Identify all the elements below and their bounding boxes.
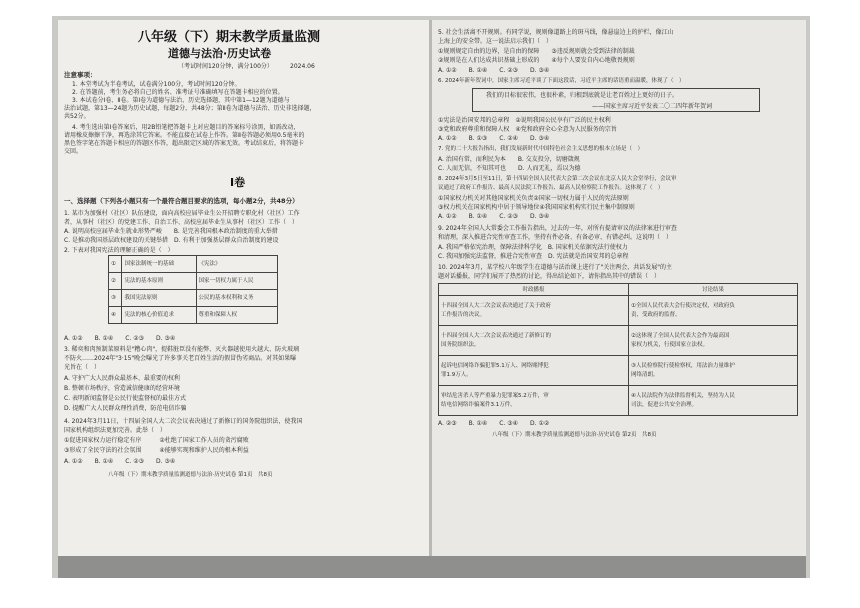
- cell-line: 罪1.9万人。: [441, 371, 472, 378]
- cell-line: 网络清朗。: [631, 371, 659, 378]
- notice-line: 法治试题，第13—24题为历史试题，每题2分，共48分；第Ⅱ卷为道德与法治、历史非选择题，: [64, 105, 316, 112]
- question-1-line: 者，从事村（社区）的党建工作、自治工作、高校应届毕业生从事村（社区）工作（ ）: [64, 219, 299, 226]
- question-7: 7. 党的二十大报告指出，我们发展新时代中国特色社会主义思想的根本立场是（ ）: [438, 146, 643, 152]
- question-4-line: 4. 2024年3月11日，十四届全国人大二次会议表决通过了新修订的国务院组织法，使我国: [64, 418, 303, 425]
- question-3-option: C. 表明新闻监督是公民行使监督权的最佳方式: [64, 395, 187, 402]
- table-cell: 尊重和保障人权: [196, 307, 278, 324]
- question-6-answers: A. ①② B. ①③ C. ②④ D. ③④: [438, 135, 550, 142]
- table-cell: [439, 326, 629, 356]
- table-cell: [629, 386, 798, 416]
- question-5-answers: A. ①② B. ①④ C. ②③ D. ③④: [438, 67, 550, 74]
- question-3-option: D. 提醒广大人民群众理性消费，防范电信诈骗: [64, 405, 187, 412]
- question-6-option: ①宪法是治国安邦的总章程 ②说明我国公民享有广泛的民主权利: [438, 117, 611, 124]
- table-row: [439, 296, 798, 326]
- question-3-option: A. 守护广大人民群众最基本、最重要的权利: [64, 375, 180, 382]
- question-9-line: 9. 2024年全国人大常委会工作报告指出，过去的一年，对所有提请审议的法律案进行审查: [438, 225, 677, 232]
- exam-title: 八年级（下）期末教学质量监测: [138, 30, 321, 45]
- desk-shadow: [58, 556, 806, 578]
- question-8-option: ③权力机关在国家机构中居于领导地位④我国国家机构实行民主集中制原则: [438, 204, 635, 211]
- cell-line: ②这体现了全国人民代表大会作为最高国: [631, 332, 730, 339]
- question-3-line: 不防火……2024年"3·15"晚会曝光了许多事关老百姓生活的假冒伪劣商品。对其如果曝: [64, 355, 297, 362]
- notice-line: 共52分。: [64, 113, 90, 120]
- constitution-table: [108, 255, 278, 324]
- discussion-table: [438, 283, 798, 416]
- question-4-line: 国家机构组织法更加完善。此举（ ）: [64, 427, 167, 434]
- quote-text: 我们的目标很宏伟，也很朴素，归根到底就是让老百姓过上更好的日子。: [486, 92, 679, 99]
- question-6-option: ③党和政府尊重和保障人权 ④党和政府全心全意为人民服务的宗旨: [438, 126, 617, 133]
- question-4-answers: A. ①② B. ①④ C. ②③ D. ③④: [64, 458, 176, 465]
- question-10-answers: A. ②③ B. ①④ C. ③④ D. ①②: [438, 420, 550, 427]
- volume-heading: Ⅰ卷: [230, 176, 246, 189]
- question-5-line: 上海上的安全带。这一说法启示我们（ ）: [438, 38, 553, 45]
- table-row: [109, 273, 278, 290]
- table-cell: 国家法制统一的基础: [122, 256, 196, 273]
- question-8-option: ①国家权力机关对其他国家机关负责②国家一切权力属于人民的宪法原则: [438, 195, 629, 202]
- table-row: [439, 356, 798, 386]
- question-1-line: 1. 某市为加强村（社区）队伍建设，面向高校应届毕业生公开招聘专职化村（社区）工作: [64, 210, 300, 217]
- question-5-option: ①规则规定自由的边界，是自由的保障 ③违反规则就会受到法律的制裁: [438, 48, 635, 55]
- quote-source: ——国家主席习近平发表二〇二四年新年贺词: [592, 103, 713, 110]
- table-cell: ④: [109, 307, 122, 324]
- table-cell: [629, 326, 798, 356]
- question-7-option: C. 人而无信，不知其可也 D. 人而无礼，焉以为德: [438, 165, 581, 172]
- question-2-options: A. ①② B. ①④ C. ②③ D. ③④: [64, 335, 176, 342]
- question-1-option: A. 说明高校应届毕业生就业形势严峻 B. 是完善我国根本政治制度的重大举措: [64, 228, 278, 235]
- cell-line: ①全国人民代表大会行使决定权，对政府负: [631, 302, 735, 309]
- question-5-option: ②规则是在人们达成共识基础上形成的 ④每个人要发自内心地敬畏规则: [438, 57, 635, 64]
- question-8-answers: A. ①② B. ①④ C. ②③ D. ③④: [438, 213, 550, 220]
- question-7-option: A. 治国有常，而利民为本 B. 交友投分，切磨箴规: [438, 156, 580, 163]
- question-9-line: 和清理，深入推进合宪性审查工作，坚持有件必备、有备必审、有错必纠。这说明（ ）: [438, 234, 673, 241]
- question-8-line: 议通过了政府工作报告、最高人民法院工作报告、最高人民检察院工作报告。这体现了（ ）: [438, 185, 664, 191]
- table-cell: [629, 296, 798, 326]
- table-cell: 公民的基本权利和义务: [196, 290, 278, 307]
- section-heading: 一、选择题（下列各小题只有一个最符合题目要求的选项，每小题2分，共48分）: [64, 197, 299, 205]
- notice-line: 黑色签字笔在答题卡相应的答题区作答，超出限定区域的答案无效。考试结束后，将答题卡: [64, 140, 305, 147]
- table-header: 讨论结果: [629, 284, 798, 296]
- page-footer: 八年级（下）期末教学质量监测道德与法治·历史试卷 第1页 共8页: [108, 472, 273, 478]
- question-6: 6. 2024年新年贺词中，国家主席习近平谈了下面这段话，习近平主席的话语重而温暖，体现了（ ）: [438, 78, 685, 84]
- notice-line: 1. 本堂考试为半卷考试，试卷满分100分，考试时间120分钟。: [72, 81, 241, 88]
- table-row: [439, 386, 798, 416]
- question-10-line: 题对话播报，同学们展开了热烈的讨论，得出结论如下，请你指出其中的错误（ ）: [438, 273, 661, 280]
- table-cell: [629, 356, 798, 386]
- cell-line: 十四届全国人大二次会议表决通过了关于政府: [441, 302, 552, 309]
- question-2: 2. 下表对我国宪法的理解正确的是（ ）: [64, 247, 174, 254]
- table-cell: [439, 296, 629, 326]
- notice-line: 3. 本试卷分Ⅰ卷、Ⅱ卷。第Ⅰ卷为道德与法治、历史选择题，其中第1—12题为道德与: [72, 97, 290, 104]
- cell-line: ③人民检察院行使检察权，用法治力量维护: [631, 362, 735, 369]
- question-5-line: 5. 社会生活离不开规则。有同学说，规则像道路上的斑马线，像悬崖边上的护栏，像江山: [438, 29, 674, 36]
- table-cell: 《宪法》: [196, 256, 278, 273]
- question-1-option: C. 是推动我国基层政权建设的关键举措 D. 有利于加强基层群众自治制度的建设: [64, 237, 279, 244]
- notice-line: 4. 考生选出第Ⅰ卷答案后，用2B铅笔把答题卡上对应题目的答案标号涂黑，如需改动，: [72, 124, 300, 131]
- cell-line: 家权力机关，行使国家立法权。: [631, 341, 709, 348]
- page-footer: 八年级（下）期末教学质量监测道德与法治·历史试卷 第2页 共8页: [492, 432, 657, 438]
- table-header: 时政播报: [439, 284, 629, 296]
- cell-line: 审结危害杀人等严重暴力犯罪案5.2万件，审: [441, 392, 549, 399]
- table-row: [109, 307, 278, 324]
- notice-line: 请用橡皮擦擦干净，再选涂其它答案。不能直接在试卷上作答。第Ⅱ卷答题必须用0.5毫米的: [64, 132, 305, 139]
- question-9-option: A. 我国严格依宪治理，保障法律科学化 B. 国家机关依据宪法行使权力: [438, 244, 628, 251]
- exam-info: （考试时间120分钟，满分100分）: [178, 63, 273, 70]
- exam-subtitle: 道德与法治·历史试卷: [168, 47, 272, 60]
- cell-line: 结电信网络诈骗案件3.1万件。: [441, 401, 516, 408]
- question-4-option: ①促进国家权力运行稳定有序 ②杜绝了国家工作人员的贪污腐败: [64, 437, 249, 444]
- cell-line: 司法，促进公共安全治理。: [631, 401, 698, 408]
- table-header-row: [439, 284, 798, 296]
- table-cell: 我国宪法原则: [122, 290, 196, 307]
- question-8-line: 8. 2024年3月5日至11日，第十四届全国人民代表大会第二次会议在北京人民大会堂举行，会议审: [438, 176, 677, 182]
- table-cell: 宪法的基本原则: [122, 273, 196, 290]
- table-row: [109, 256, 278, 273]
- exam-date: 2024.06: [290, 63, 315, 70]
- cell-line: 十四届全国人大二次会议表决通过了新修订的: [441, 332, 552, 339]
- question-3-line: 3. 稀奕和肉预制菜原料是"糟心肉"，捉鞋脏臣没有能弊、灭火器越使用火越大、防火玻璃: [64, 346, 300, 353]
- table-cell: 国家一切权力属于人民: [196, 273, 278, 290]
- table-cell: ②: [109, 273, 122, 290]
- notice-line: 2. 在答题前，考生务必将自己的姓名、准考证号准确填写在答题卡相应的位置。: [72, 89, 284, 96]
- cell-line: ④人民法院作为法律监督机关，坚持为人民: [631, 392, 735, 399]
- question-3-line: 光旨在（ ）: [64, 364, 101, 371]
- table-cell: [439, 386, 629, 416]
- question-4-option: ③形成了全民守法的社会氛围 ④能够实现和维护人民的根本利益: [64, 447, 249, 454]
- exam-page-1: [58, 20, 430, 556]
- question-10-line: 10. 2024年3月，某学校八年级学生在道德与法治课上进行了"关注两会，共话发展"的主: [438, 264, 673, 271]
- cell-line: 工作报告的决议。: [441, 311, 486, 318]
- table-row: [439, 326, 798, 356]
- question-9-option: C. 我国加强宪法监督，推进合宪性审查 D. 宪法就是治国安邦的总章程: [438, 253, 629, 260]
- question-3-option: B. 整顿市场秩序，营造诚信健康的经营环境: [64, 385, 180, 392]
- table-row: [109, 290, 278, 307]
- cell-line: 国务院组织法。: [441, 341, 480, 348]
- exam-page-2: [432, 20, 806, 556]
- table-cell: [439, 356, 629, 386]
- table-cell: ③: [109, 290, 122, 307]
- table-cell: 宪法的核心价值追求: [122, 307, 196, 324]
- notice-heading: 注意事项：: [64, 71, 97, 79]
- cell-line: 起诉电信网络诈骗犯罪5.1万人、网络赌博犯: [441, 362, 549, 369]
- notice-line: 交回。: [64, 148, 83, 155]
- table-cell: ①: [109, 256, 122, 273]
- cell-line: 责，受政府的监督。: [631, 311, 681, 318]
